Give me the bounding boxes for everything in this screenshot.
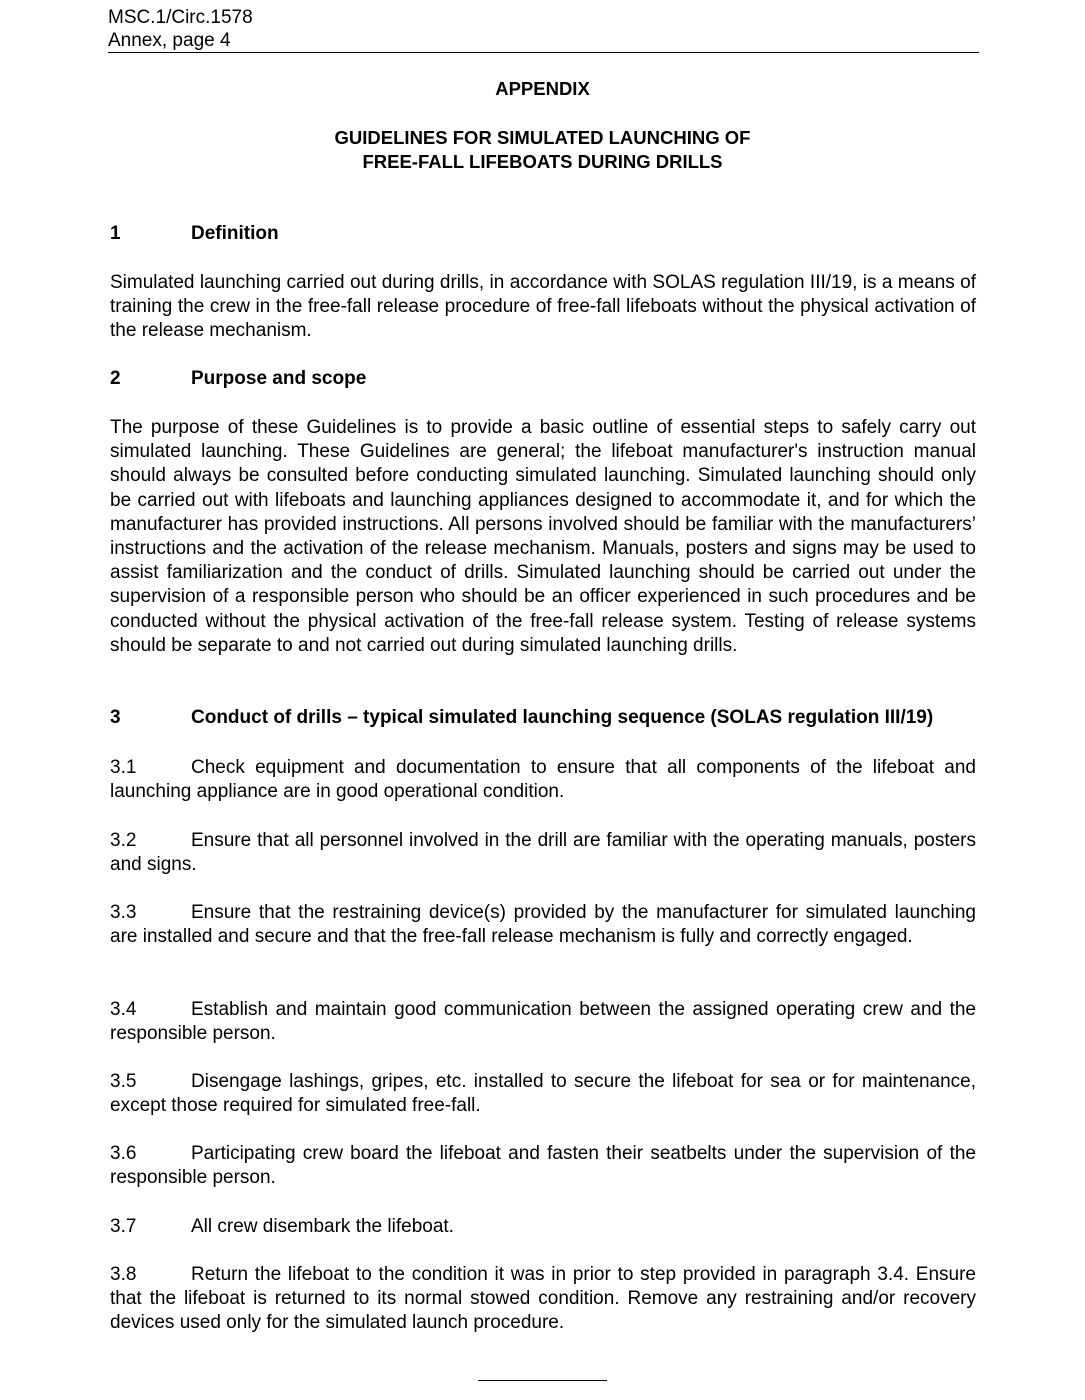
document-reference: MSC.1/Circ.1578 (108, 7, 253, 28)
step-paragraph (110, 1263, 976, 1336)
step-text: Disengage lashings, gripes, etc. installed to secure the lifeboat for sea or for maintenance, except those required for simulated free-fall. (110, 1071, 976, 1117)
step-text: Ensure that the restraining device(s) provided by the manufacturer for simulated launching are installed and secure and that the free-fall release mechanism is fully and correctly engaged. (110, 902, 976, 948)
end-of-document-rule (478, 1380, 607, 1381)
purpose-and-scope-paragraph: The purpose of these Guidelines is to provide a basic outline of essential steps to safely carry out simulated launching. These Guidelines are general; the lifeboat manufacturer's instruction manual should always be consulted before conducting simulated launching. Simulated launching should only be carried out with lifeboats and launching appliances designed to accommodate it, and for which the manufacturer has provided instructions. All persons involved should be familiar with the manufacturers’ instructions and the activation of the release mechanism. Manuals, posters and signs may be used to assist familiarization and the conduct of drills. Simulated launching should be carried out under the supervision of a responsible person who should be an officer experienced in such procedures and be conducted without the physical activation of the free-fall release system. Testing of release systems should be separate to and not carried out during simulated launching drills. (110, 417, 976, 656)
step-text: Ensure that all personnel involved in the drill are familiar with the operating manuals, posters and signs. (110, 830, 976, 876)
definition-paragraph: Simulated launching carried out during drills, in accordance with SOLAS regulation III/19, is a means of training the crew in the free-fall release procedure of free-fall lifeboats without the physical activation of the release mechanism. (110, 272, 976, 342)
step-text: Check equipment and documentation to ensure that all components of the lifeboat and launching appliance are in good operational condition. (110, 757, 976, 803)
page-label: Annex, page 4 (108, 30, 231, 51)
step-number: 3.1 (110, 757, 137, 778)
step-text: Return the lifeboat to the condition it was in prior to step provided in paragraph 3.4. Ensure that the lifeboat is returned to its normal stowed condition. Remove any restraining and/or recovery devices used only for the simulated launch procedure. (110, 1264, 976, 1334)
section-number: 1 (110, 223, 121, 244)
step-paragraph (110, 756, 976, 804)
step-number: 3.3 (110, 902, 137, 923)
step-text: Establish and maintain good communication between the assigned operating crew and the responsible person. (110, 999, 976, 1045)
step-paragraph (110, 829, 976, 877)
step-number: 3.7 (110, 1216, 137, 1237)
step-text: Participating crew board the lifeboat and fasten their seatbelts under the supervision of the responsible person. (110, 1143, 976, 1189)
step-number: 3.2 (110, 830, 137, 851)
section-number: 2 (110, 368, 121, 389)
section-title: Purpose and scope (191, 368, 367, 389)
appendix-heading: APPENDIX (495, 78, 590, 99)
section-heading-definition (110, 222, 976, 246)
step-paragraph (110, 1142, 976, 1190)
step-number: 3.8 (110, 1264, 137, 1285)
step-text: All crew disembark the lifeboat. (191, 1216, 454, 1237)
step-paragraph (110, 901, 976, 949)
page-header (108, 6, 979, 53)
step-number: 3.4 (110, 999, 137, 1020)
document-title-line-2: FREE-FALL LIFEBOATS DURING DRILLS (362, 151, 723, 172)
step-number: 3.6 (110, 1143, 137, 1164)
section-title: Definition (191, 223, 279, 244)
document-title-line-1: GUIDELINES FOR SIMULATED LAUNCHING OF (334, 127, 751, 148)
section-title: Conduct of drills – typical simulated launching sequence (SOLAS regulation III/19) (191, 707, 934, 728)
section-heading-conduct-of-drills (110, 706, 976, 730)
step-number: 3.5 (110, 1071, 137, 1092)
section-number: 3 (110, 707, 121, 728)
section-heading-purpose-and-scope (110, 367, 976, 391)
step-paragraph (110, 1070, 976, 1118)
step-paragraph (110, 1215, 976, 1239)
step-paragraph (110, 998, 976, 1046)
